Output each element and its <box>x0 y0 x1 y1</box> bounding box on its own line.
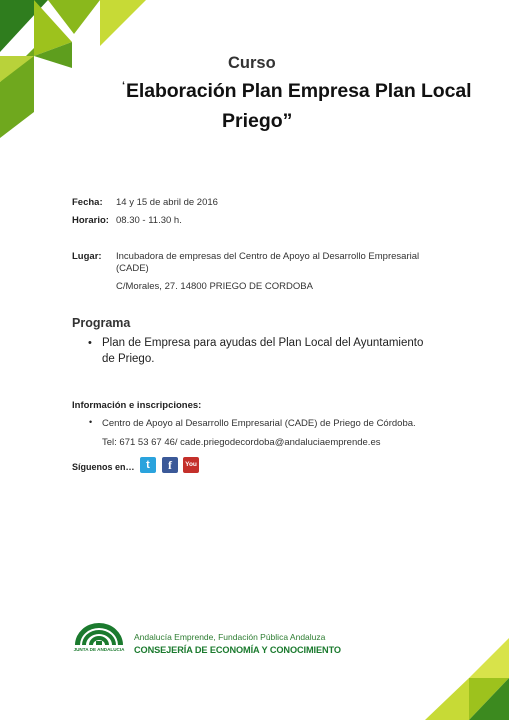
lugar-address: C/Morales, 27. 14800 PRIEGO DE CORDOBA <box>116 281 313 292</box>
decorative-corner-bottom-right <box>425 638 509 720</box>
lugar-line2: (CADE) <box>116 263 149 274</box>
info-heading: Información e inscripciones: <box>72 400 202 411</box>
course-title-line2: Priego” <box>222 110 293 132</box>
programa-heading: Programa <box>72 316 131 330</box>
decorative-corner-top-left <box>0 0 185 140</box>
open-quote: ‘ <box>122 80 125 92</box>
fecha-label: Fecha: <box>72 197 103 208</box>
programa-item: Plan de Empresa para ayudas del Plan Local del Ayuntamiento de Priego. <box>102 337 424 365</box>
twitter-icon[interactable]: t <box>140 457 156 473</box>
horario-value: 08.30 - 11.30 h. <box>116 215 182 226</box>
info-item: Centro de Apoyo al Desarrollo Empresarial (CADE) de Priego de Córdoba. <box>102 418 416 429</box>
programa-bullet: • <box>88 337 92 349</box>
siguenos-label: Síguenos en… <box>72 462 135 472</box>
course-label: Curso <box>228 54 276 72</box>
course-title-line1 <box>122 80 471 103</box>
fecha-value: 14 y 15 de abril de 2016 <box>116 197 218 208</box>
info-bullet: • <box>89 417 93 427</box>
lugar-label: Lugar: <box>72 251 102 262</box>
info-tel: Tel: 671 53 67 46/ cade.priegodecordoba@andaluciaemprende.es <box>102 437 381 448</box>
horario-label: Horario: <box>72 215 109 226</box>
lugar-line1: Incubadora de empresas del Centro de Apoyo al Desarrollo Empresarial <box>116 251 420 262</box>
course-title-text: Elaboración Plan Empresa Plan Local <box>125 80 472 102</box>
youtube-icon[interactable]: You <box>183 457 199 473</box>
junta-de-andalucia-logo <box>72 618 126 648</box>
junta-caption: JUNTA DE ANDALUCIA <box>73 647 125 652</box>
footer-line2: CONSEJERÍA DE ECONOMÍA Y CONOCIMIENTO <box>134 645 341 655</box>
footer-line1: Andalucía Emprende, Fundación Pública Andaluza <box>134 632 326 642</box>
facebook-icon[interactable]: f <box>162 457 178 473</box>
